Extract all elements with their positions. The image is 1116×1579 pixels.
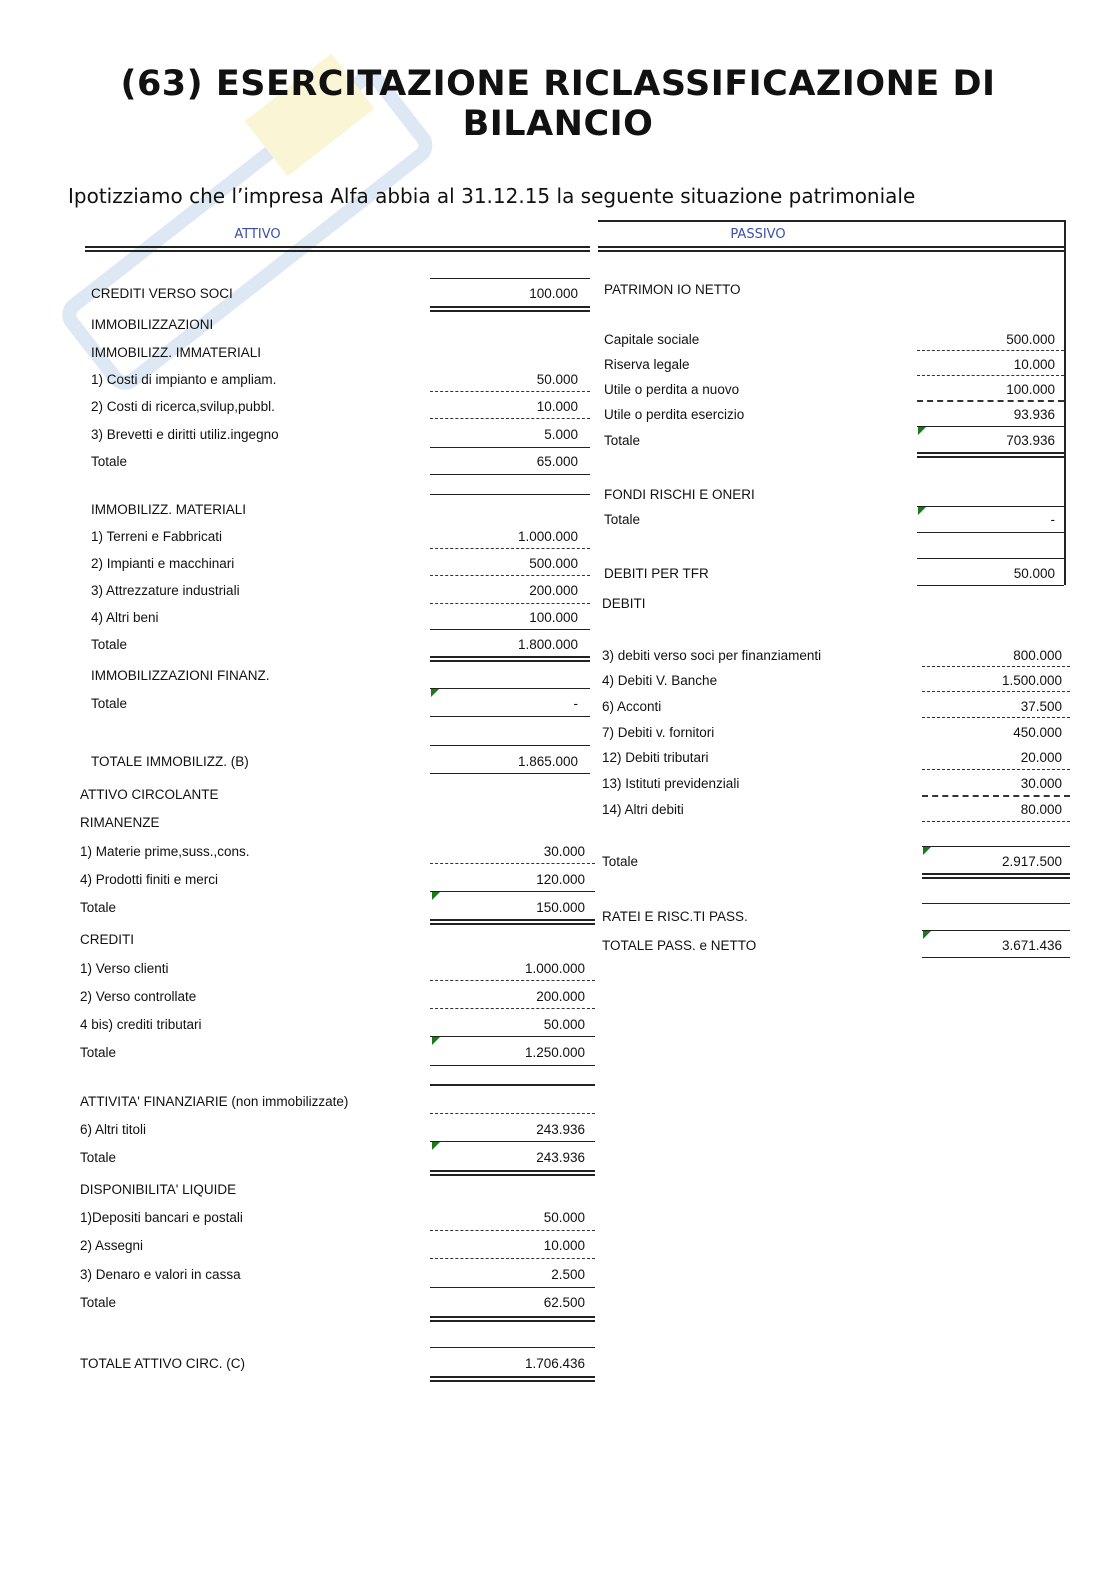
tot-immob-label: TOTALE IMMOBILIZZ. (B) xyxy=(91,754,249,769)
list-item: 3) Denaro e valori in cassa xyxy=(80,1267,241,1282)
list-item: 1) Verso clienti xyxy=(80,961,169,976)
page-title: (63) ESERCITAZIONE RICLASSIFICAZIONE DI BILANCIO xyxy=(120,64,996,144)
list-item-value: 80.000 xyxy=(1020,802,1062,817)
list-item: 1) Costi di impianto e ampliam. xyxy=(91,372,277,387)
tfr-label: DEBITI PER TFR xyxy=(604,566,709,581)
total-label: Totale xyxy=(80,1150,117,1165)
ratei-label: RATEI E RISC.TI PASS. xyxy=(602,909,748,924)
rimanenze-title: RIMANENZE xyxy=(80,815,160,830)
list-item: 14) Altri debiti xyxy=(602,802,684,817)
list-item: 3) debiti verso soci per finanziamenti xyxy=(602,648,822,663)
list-item-value: 1.000.000 xyxy=(517,529,578,544)
immateriali-title: IMMOBILIZZ. IMMATERIALI xyxy=(91,345,262,360)
list-item-value: 10.000 xyxy=(543,1238,585,1253)
list-item-value: 243.936 xyxy=(536,1122,585,1137)
cell-marker-icon xyxy=(432,892,440,900)
tot-pass-label: TOTALE PASS. e NETTO xyxy=(602,938,757,953)
total-label: Totale xyxy=(80,1045,117,1060)
list-item-value: 800.000 xyxy=(1013,648,1062,663)
passivo-right-border xyxy=(1064,220,1066,585)
total-label: Totale xyxy=(91,637,128,652)
list-item: 1)Depositi bancari e postali xyxy=(80,1210,243,1225)
passivo-top-rule xyxy=(598,220,1066,222)
tot-circ-value: 1.706.436 xyxy=(524,1356,585,1371)
crediti-soci-value: 100.000 xyxy=(529,286,578,301)
list-item-value: 1.500.000 xyxy=(1001,673,1062,688)
cell-marker-icon xyxy=(432,1037,440,1045)
finanziarie-title: IMMOBILIZZAZIONI FINANZ. xyxy=(91,668,270,683)
rimanenze-total: 150.000 xyxy=(536,900,585,915)
pn-total: 703.936 xyxy=(1006,433,1055,448)
passivo-header-rule xyxy=(598,246,1066,252)
list-item: 3) Attrezzature industriali xyxy=(91,583,240,598)
list-item-value: 10.000 xyxy=(536,399,578,414)
list-item: 4) Altri beni xyxy=(91,610,159,625)
list-item: 2) Impianti e macchinari xyxy=(91,556,235,571)
att-fin-title: ATTIVITA' FINANZIARIE (non immobilizzate) xyxy=(80,1094,349,1109)
cell-marker-icon xyxy=(432,1142,440,1150)
crediti-title: CREDITI xyxy=(80,932,134,947)
tfr-value: 50.000 xyxy=(1013,566,1055,581)
attivo-header-rule xyxy=(85,246,590,252)
list-item-value: 2.500 xyxy=(551,1267,585,1282)
immateriali-total: 65.000 xyxy=(536,454,578,469)
list-item: 2) Assegni xyxy=(80,1238,144,1253)
finanziarie-total: - xyxy=(573,696,578,711)
circolante-title: ATTIVO CIRCOLANTE xyxy=(80,787,219,802)
attivo-header: ATTIVO xyxy=(234,227,281,242)
list-item: 6) Altri titoli xyxy=(80,1122,147,1137)
list-item: Riserva legale xyxy=(604,357,690,372)
list-item-value: 200.000 xyxy=(529,583,578,598)
list-item: 4) Debiti V. Banche xyxy=(602,673,718,688)
list-item: 4 bis) crediti tributari xyxy=(80,1017,202,1032)
list-item-value: 100.000 xyxy=(1006,382,1055,397)
list-item: Capitale sociale xyxy=(604,332,700,347)
list-item-value: 500.000 xyxy=(1006,332,1055,347)
list-item-value: 50.000 xyxy=(543,1210,585,1225)
list-item-value: 30.000 xyxy=(1020,776,1062,791)
list-item: 4) Prodotti finiti e merci xyxy=(80,872,219,887)
fondi-total: - xyxy=(1050,512,1055,527)
list-item: 7) Debiti v. fornitori xyxy=(602,725,715,740)
passivo-header: PASSIVO xyxy=(730,227,786,242)
list-item: 3) Brevetti e diritti utiliz.ingegno xyxy=(91,427,279,442)
list-item-value: 20.000 xyxy=(1020,750,1062,765)
list-item: 12) Debiti tributari xyxy=(602,750,709,765)
liquide-title: DISPONIBILITA' LIQUIDE xyxy=(80,1182,237,1197)
materiali-title: IMMOBILIZZ. MATERIALI xyxy=(91,502,247,517)
list-item-value: 450.000 xyxy=(1013,725,1062,740)
list-item-value: 30.000 xyxy=(543,844,585,859)
crediti-soci-label: CREDITI VERSO SOCI xyxy=(91,286,233,301)
list-item: 1) Terreni e Fabbricati xyxy=(91,529,223,544)
list-item-value: 500.000 xyxy=(529,556,578,571)
debiti-title: DEBITI xyxy=(602,596,646,611)
list-item: 2) Costi di ricerca,svilup,pubbl. xyxy=(91,399,275,414)
list-item-value: 37.500 xyxy=(1020,699,1062,714)
total-label: Totale xyxy=(604,512,641,527)
list-item-value: 50.000 xyxy=(543,1017,585,1032)
list-item: Utile o perdita a nuovo xyxy=(604,382,740,397)
tot-pass-value: 3.671.436 xyxy=(1001,938,1062,953)
list-item-value: 100.000 xyxy=(529,610,578,625)
list-item-value: 93.936 xyxy=(1013,407,1055,422)
total-label: Totale xyxy=(91,454,128,469)
list-item-value: 200.000 xyxy=(536,989,585,1004)
crediti-total: 1.250.000 xyxy=(524,1045,585,1060)
fondi-title: FONDI RISCHI E ONERI xyxy=(604,487,755,502)
total-label: Totale xyxy=(604,433,641,448)
list-item-value: 50.000 xyxy=(536,372,578,387)
list-item: 13) Istituti previdenziali xyxy=(602,776,740,791)
list-item: 2) Verso controllate xyxy=(80,989,197,1004)
immob-title: IMMOBILIZZAZIONI xyxy=(91,317,214,332)
list-item-value: 10.000 xyxy=(1013,357,1055,372)
materiali-total: 1.800.000 xyxy=(517,637,578,652)
tot-immob-value: 1.865.000 xyxy=(517,754,578,769)
list-item-value: 5.000 xyxy=(544,427,578,442)
total-label: Totale xyxy=(80,1295,117,1310)
list-item: 1) Materie prime,suss.,cons. xyxy=(80,844,250,859)
intro-text: Ipotizziamo che l’impresa Alfa abbia al 31.12.15 la seguente situazione patrimoniale xyxy=(68,184,916,208)
list-item-value: 1.000.000 xyxy=(524,961,585,976)
tot-circ-label: TOTALE ATTIVO CIRC. (C) xyxy=(80,1356,246,1371)
total-label: Totale xyxy=(80,900,117,915)
total-label: Totale xyxy=(602,854,639,869)
debiti-total: 2.917.500 xyxy=(1001,854,1062,869)
total-label: Totale xyxy=(91,696,128,711)
att-fin-total: 243.936 xyxy=(536,1150,585,1165)
list-item: 6) Acconti xyxy=(602,699,662,714)
list-item: Utile o perdita esercizio xyxy=(604,407,745,422)
pn-title: PATRIMON IO NETTO xyxy=(604,282,741,297)
liquide-total: 62.500 xyxy=(543,1295,585,1310)
list-item-value: 120.000 xyxy=(536,872,585,887)
